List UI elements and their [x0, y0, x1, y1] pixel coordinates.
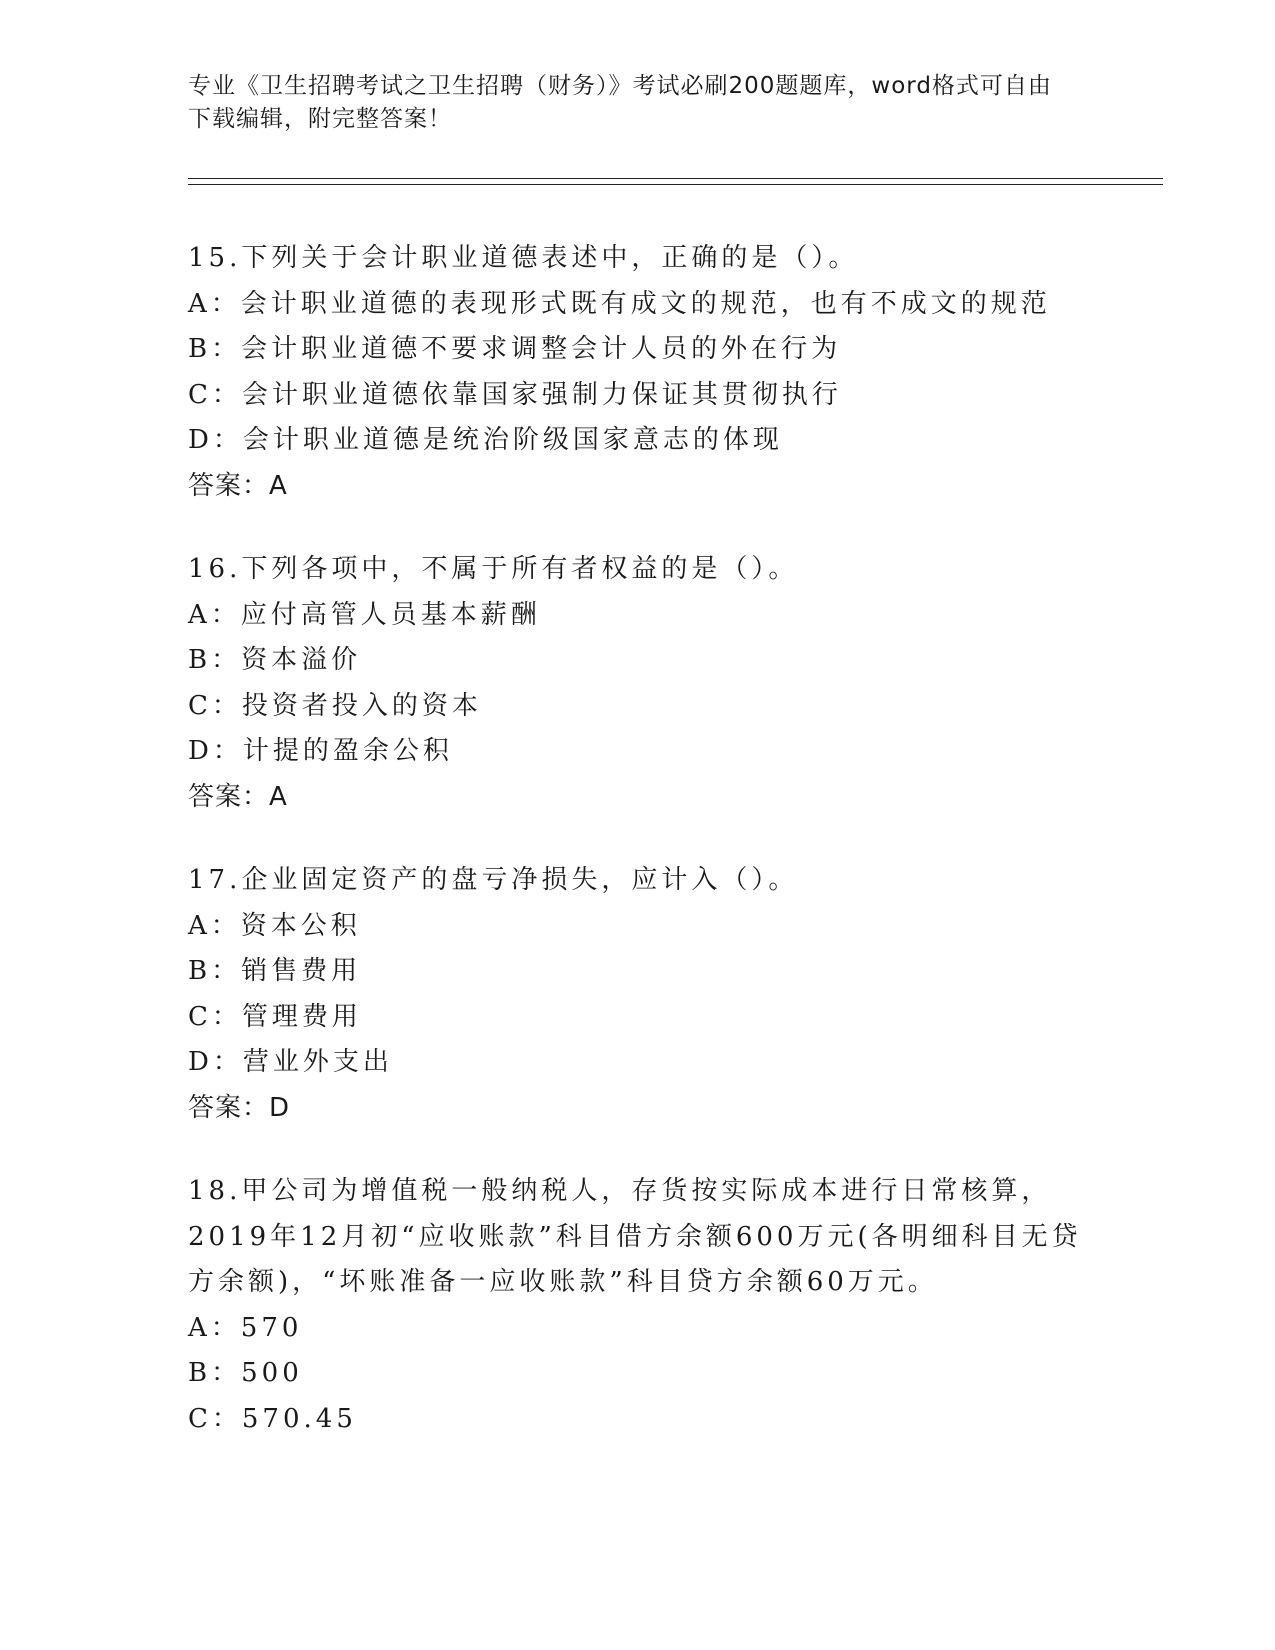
option-a: A：应付高管人员基本薪酬 — [188, 599, 541, 630]
option-d: D：会计职业道德是统治阶级国家意志的体现 — [188, 425, 783, 455]
question-17 — [188, 858, 1088, 1131]
document-header: 专业《卫生招聘考试之卫生招聘（财务）》考试必刷200题题库，word格式可自由下载编辑，附完整答案！ — [188, 73, 1052, 132]
question-16 — [188, 547, 1088, 820]
answer: 答案：A — [188, 781, 288, 812]
option-c: C：投资者投入的资本 — [188, 690, 482, 721]
answer: 答案：D — [188, 1092, 291, 1123]
option-a: A：会计职业道德的表现形式既有成文的规范，也有不成文的规范 — [188, 288, 1051, 319]
answer: 答案：A — [188, 470, 288, 501]
option-c: C：管理费用 — [188, 1001, 362, 1032]
option-d: D：营业外支出 — [188, 1047, 393, 1077]
question-stem: 17.企业固定资产的盘亏净损失，应计入（）。 — [188, 865, 799, 895]
question-stem: 16.下列各项中，不属于所有者权益的是（）。 — [188, 554, 799, 584]
option-d: D：计提的盈余公积 — [188, 736, 453, 766]
option-b: B：销售费用 — [188, 956, 362, 986]
option-c: C：570.45 — [188, 1403, 357, 1434]
option-a: A：资本公积 — [188, 910, 361, 941]
header-divider-bottom — [188, 184, 1163, 185]
question-stem: 18.甲公司为增值税一般纳税人，存货按实际成本进行日常核算，2019年12月初“应收账款”科目借方余额600万元(各明细科目无贷方余额)，“坏账准备一应收账款”科目贷方余额60万元。 — [188, 1176, 1082, 1297]
option-b: B：500 — [188, 1358, 303, 1388]
option-c: C：会计职业道德依靠国家强制力保证其贯彻执行 — [188, 379, 842, 410]
header-divider-top — [188, 178, 1163, 179]
option-b: B：资本溢价 — [188, 645, 362, 675]
question-stem: 15.下列关于会计职业道德表述中，正确的是（）。 — [188, 243, 859, 273]
option-b: B：会计职业道德不要求调整会计人员的外在行为 — [188, 334, 842, 364]
option-a: A：570 — [188, 1312, 303, 1343]
question-list — [188, 236, 1088, 1480]
question-15 — [188, 236, 1088, 509]
question-18 — [188, 1169, 1088, 1442]
